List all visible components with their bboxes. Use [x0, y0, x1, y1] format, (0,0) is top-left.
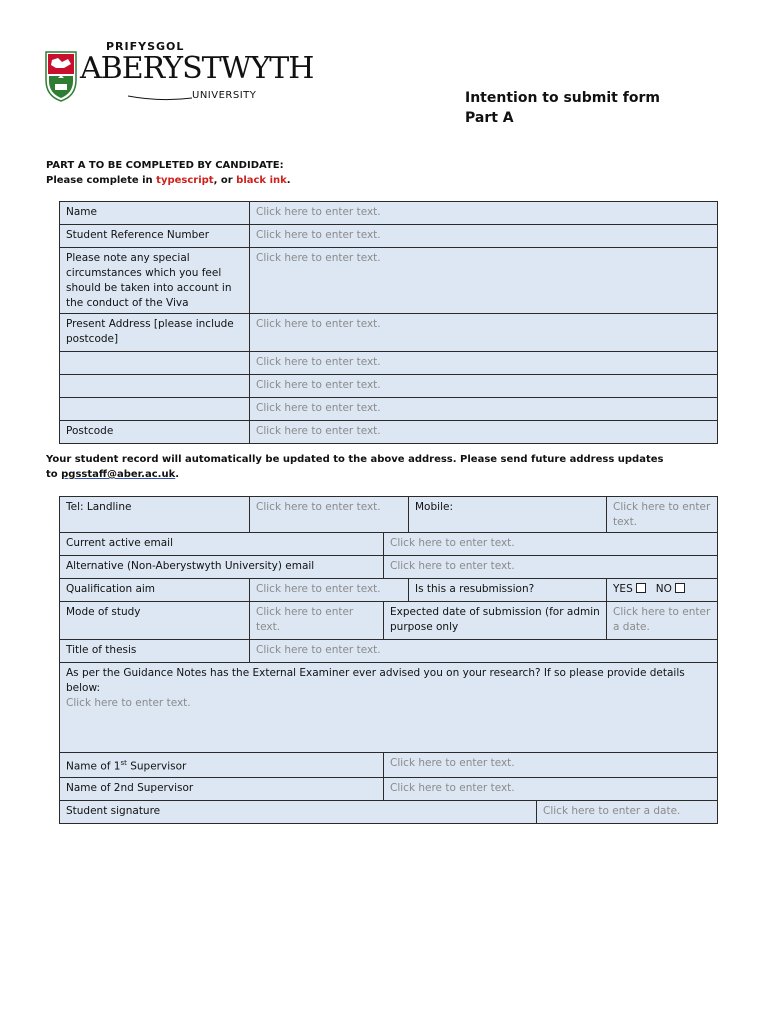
no-label: NO — [655, 583, 672, 595]
student-ref-label: Student Reference Number — [60, 225, 250, 248]
supervisor-2-label: Name of 2nd Supervisor — [60, 777, 384, 800]
postcode-label: Postcode — [60, 421, 250, 444]
mode-of-study-field[interactable]: Click here to enter text. — [250, 602, 384, 640]
alt-email-label: Alternative (Non-Aberystwyth University) email — [60, 556, 384, 579]
supervisor-2-field[interactable]: Click here to enter text. — [384, 777, 718, 800]
address-line-2-field[interactable]: Click here to enter text. — [250, 352, 718, 375]
contact-study-table — [59, 496, 718, 824]
current-email-label: Current active email — [60, 533, 384, 556]
current-email-field[interactable]: Click here to enter text. — [384, 533, 718, 556]
thesis-title-field[interactable]: Click here to enter text. — [250, 640, 718, 663]
university-logo — [44, 40, 314, 106]
yes-label: YES — [613, 583, 633, 595]
notice-text: Your student record will automatically be updated to the above address. Please send future address updates to — [46, 454, 664, 480]
address-label: Present Address [please include postcode] — [60, 314, 250, 352]
candidate-details-table — [59, 201, 718, 444]
name-field[interactable]: Click here to enter text. — [250, 202, 718, 225]
signature-label: Student signature — [60, 800, 537, 823]
signature-date-field[interactable]: Click here to enter a date. — [537, 800, 718, 823]
address-update-notice — [46, 452, 666, 482]
intro-text: Please complete in — [46, 175, 157, 186]
intro-text-mid: , or — [213, 175, 237, 186]
name-label: Name — [60, 202, 250, 225]
external-examiner-question: As per the Guidance Notes has the External Examiner ever advised you on your research? If so please provide details below: — [66, 667, 685, 694]
special-circumstances-field[interactable]: Click here to enter text. — [250, 248, 718, 314]
title-line-1: Intention to submit form — [465, 90, 660, 106]
alt-email-field[interactable]: Click here to enter text. — [384, 556, 718, 579]
supervisor-1-text: Name of 1 — [66, 760, 121, 773]
expected-date-field[interactable]: Click here to enter a date. — [607, 602, 718, 640]
external-examiner-cell — [60, 663, 718, 753]
supervisor-1-label — [60, 753, 384, 778]
supervisor-1-text-end: Supervisor — [126, 760, 187, 773]
mode-of-study-label: Mode of study — [60, 602, 250, 640]
landline-label: Tel: Landline — [60, 497, 250, 533]
logo-university: UNIVERSITY — [192, 90, 257, 101]
notice-end: . — [175, 469, 180, 480]
intro-typescript: typescript — [156, 175, 214, 186]
supervisor-1-ordinal: st — [120, 759, 127, 767]
pgsstaff-email-link[interactable]: pgsstaff@aber.ac.uk — [61, 469, 176, 480]
postcode-field[interactable]: Click here to enter text. — [250, 421, 718, 444]
supervisor-1-field[interactable]: Click here to enter text. — [384, 753, 718, 778]
title-line-2: Part A — [465, 110, 514, 126]
intro-text-end: . — [286, 175, 291, 186]
student-ref-field[interactable]: Click here to enter text. — [250, 225, 718, 248]
address-line-3-field[interactable]: Click here to enter text. — [250, 375, 718, 398]
external-examiner-field[interactable]: Click here to enter text. — [66, 697, 191, 709]
landline-field[interactable]: Click here to enter text. — [250, 497, 409, 533]
page-title — [465, 88, 660, 128]
intro-instructions — [46, 158, 291, 188]
qualification-label: Qualification aim — [60, 579, 250, 602]
resubmission-options — [607, 579, 718, 602]
no-checkbox[interactable] — [675, 583, 685, 593]
mobile-field[interactable]: Click here to enter text. — [607, 497, 718, 533]
yes-checkbox[interactable] — [636, 583, 646, 593]
qualification-field[interactable]: Click here to enter text. — [250, 579, 409, 602]
intro-black-ink: black ink — [236, 175, 287, 186]
swoosh-icon — [128, 95, 192, 101]
expected-date-label: Expected date of submission (for admin purpose only — [384, 602, 607, 640]
resubmission-label: Is this a resubmission? — [409, 579, 607, 602]
address-blank-label — [60, 398, 250, 421]
intro-heading: PART A TO BE COMPLETED BY CANDIDATE: — [46, 160, 284, 171]
crest-icon — [44, 50, 78, 102]
address-line-4-field[interactable]: Click here to enter text. — [250, 398, 718, 421]
thesis-title-label: Title of thesis — [60, 640, 250, 663]
mobile-label: Mobile: — [409, 497, 607, 533]
intro-ink-note — [46, 173, 291, 188]
address-line-1-field[interactable]: Click here to enter text. — [250, 314, 718, 352]
logo-aberystwyth: ABERYSTWYTH — [80, 51, 314, 86]
special-circumstances-label: Please note any special circumstances which you feel should be taken into account in the conduct of the Viva — [60, 248, 250, 314]
logo-prifysgol: PRIFYSGOL — [106, 40, 185, 53]
address-blank-label — [60, 375, 250, 398]
address-blank-label — [60, 352, 250, 375]
